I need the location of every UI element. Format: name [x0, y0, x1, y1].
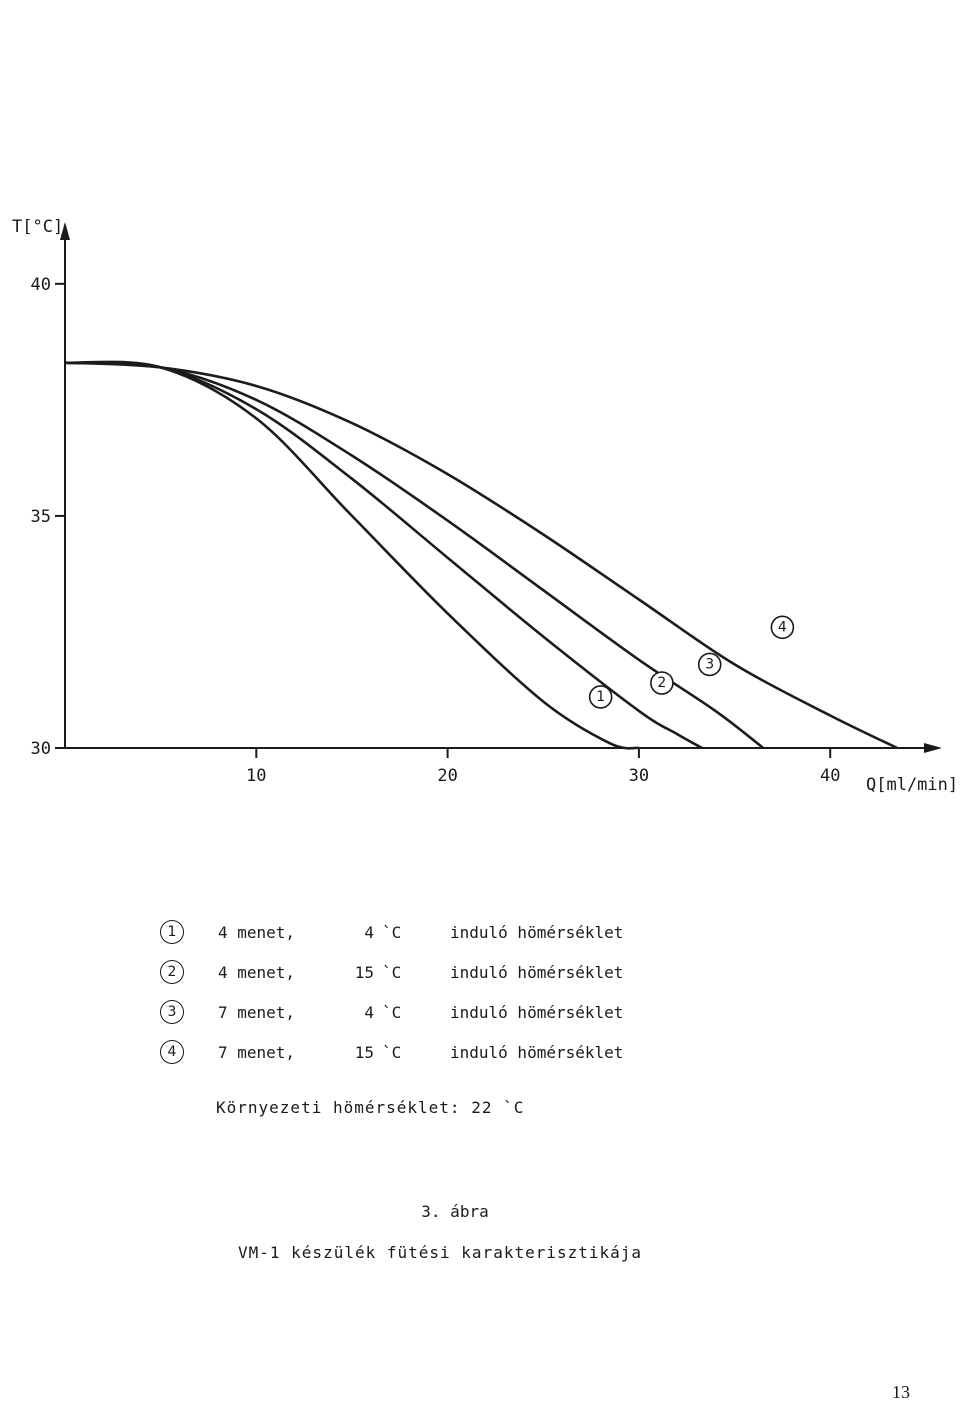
- legend-coils: 4 menet,: [218, 962, 296, 982]
- ambient-temperature-note: Környezeti hömérséklet: 22 `C: [216, 1098, 525, 1117]
- series-marker-4: [771, 616, 793, 638]
- series-marker-label: 3: [705, 656, 715, 673]
- legend-description: induló hömérséklet: [450, 1042, 624, 1062]
- page-number: 13: [892, 1382, 910, 1402]
- legend-unit: `C: [382, 962, 402, 982]
- legend-marker: 3: [160, 1000, 184, 1024]
- series-marker-1: [590, 686, 612, 708]
- y-tick-label: 40: [30, 274, 51, 295]
- legend-unit: `C: [382, 1002, 402, 1022]
- legend-unit: `C: [382, 922, 402, 942]
- y-tick-label: 30: [30, 739, 51, 759]
- legend-row: [160, 992, 623, 1032]
- x-tick-label: 20: [437, 766, 458, 786]
- x-tick-label: 40: [819, 766, 841, 786]
- legend: [160, 912, 623, 1072]
- series-marker-label: 4: [777, 619, 787, 636]
- series-line-1: [65, 362, 639, 748]
- legend-row: [160, 912, 623, 952]
- legend-description: induló hömérséklet: [450, 962, 624, 982]
- legend-marker: 4: [160, 1040, 184, 1064]
- x-axis-label: Q[ml/min]: [866, 775, 959, 795]
- x-tick-label: 30: [628, 766, 650, 786]
- figure-caption: VM-1 készülék fütési karakterisztikája: [238, 1243, 643, 1262]
- legend-start-temp: 15: [354, 1042, 374, 1062]
- y-tick-label: 35: [30, 506, 51, 527]
- legend-row: [160, 1032, 623, 1072]
- legend-description: induló hömérséklet: [450, 1002, 624, 1022]
- legend-description: induló hömérséklet: [450, 922, 624, 942]
- legend-marker: 2: [160, 960, 184, 984]
- legend-row: [160, 952, 623, 992]
- legend-coils: 7 menet,: [218, 1042, 296, 1062]
- series-marker-label: 1: [596, 688, 606, 705]
- legend-start-temp: 15: [354, 962, 374, 982]
- legend-start-temp: 4: [364, 922, 374, 942]
- x-tick-label: 10: [246, 766, 267, 786]
- series-line-4: [65, 363, 897, 748]
- figure-number: 3. ábra: [421, 1202, 489, 1221]
- series-marker-3: [699, 653, 721, 675]
- x-axis-arrow: [924, 743, 942, 753]
- series-marker-2: [651, 672, 673, 694]
- legend-coils: 7 menet,: [218, 1002, 296, 1022]
- series-marker-label: 2: [657, 675, 667, 692]
- legend-unit: `C: [382, 1042, 402, 1062]
- legend-coils: 4 menet,: [218, 922, 296, 942]
- legend-start-temp: 4: [364, 1002, 374, 1022]
- legend-marker: 1: [160, 920, 184, 944]
- y-axis-label: T[°C]: [12, 217, 64, 237]
